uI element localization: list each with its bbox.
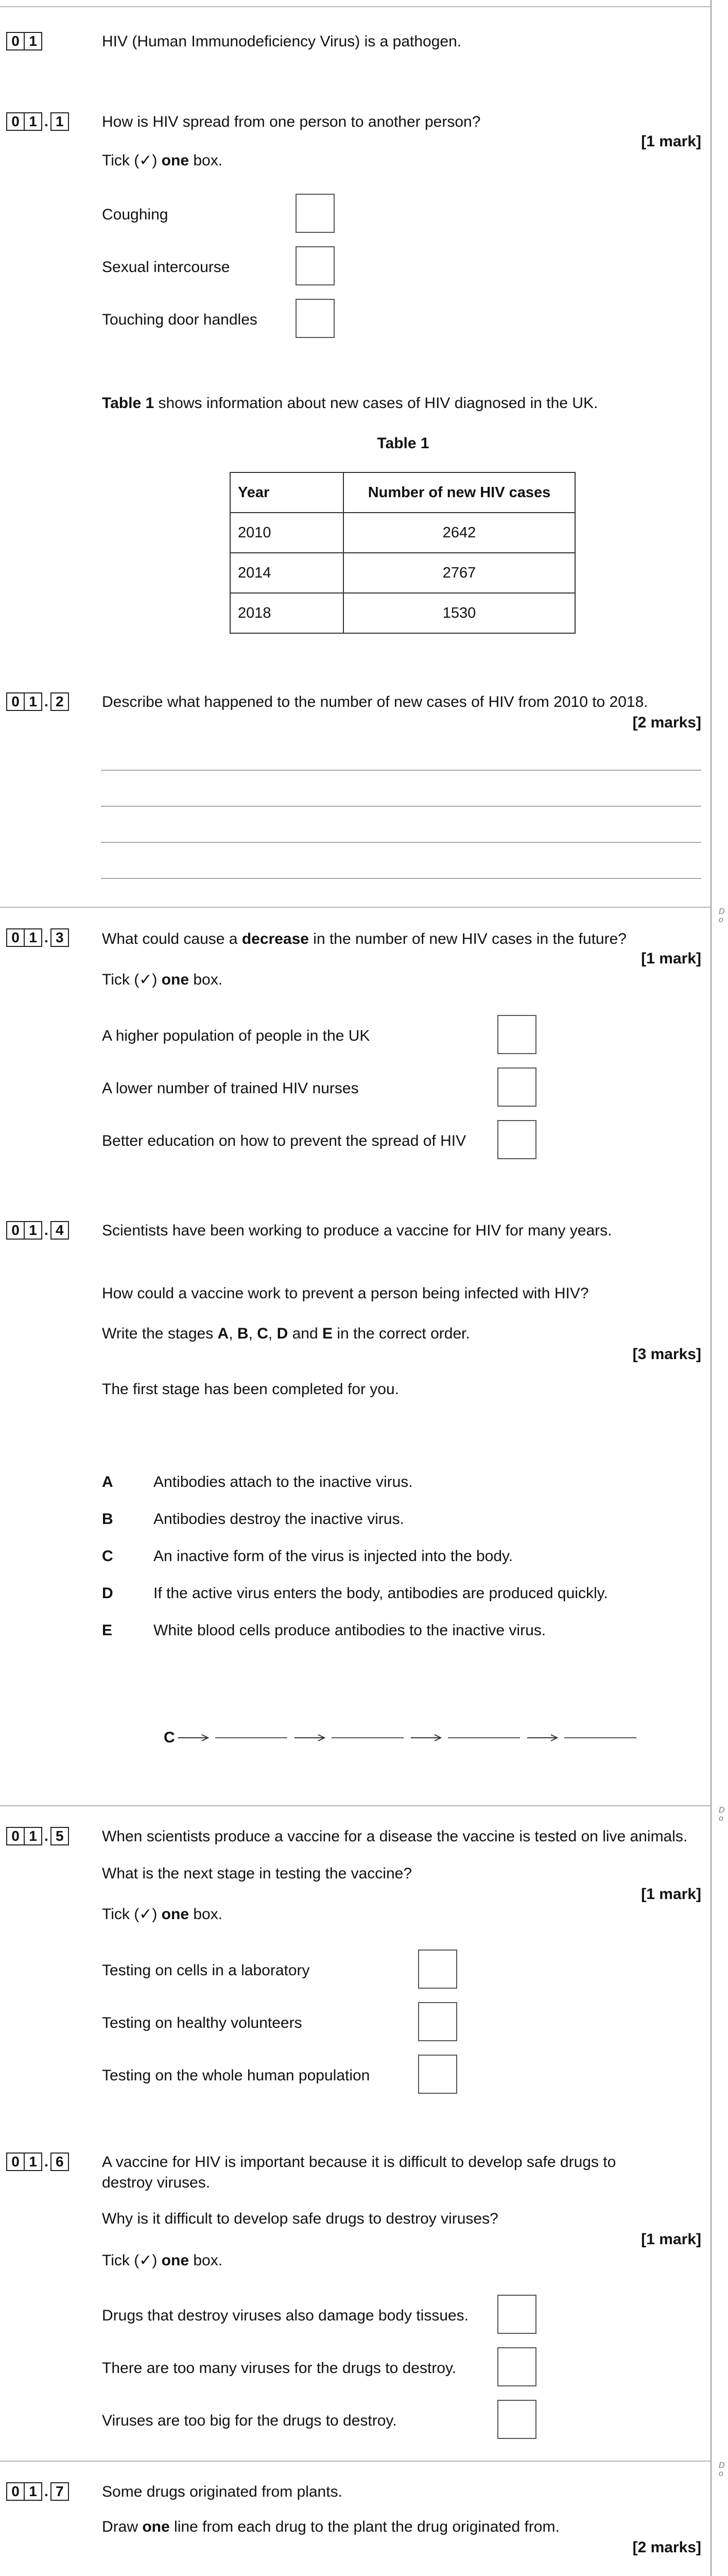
question-number: 0 1 . 5 — [6, 1827, 69, 1845]
option-label: A lower number of trained HIV nurses — [102, 1080, 359, 1097]
question-number: 0 1 . 7 — [6, 2482, 69, 2501]
stage-text: An inactive form of the virus is injected into the body. — [153, 1548, 513, 1565]
option-label: Sexual intercourse — [102, 259, 230, 276]
table-row: 2014 2767 — [230, 553, 575, 593]
option-label: Viruses are too big for the drugs to destroy. — [102, 2412, 397, 2429]
option-label: There are too many viruses for the drugs to destroy. — [102, 2360, 457, 2377]
tick-instruction: Tick (✓) one box. — [102, 2252, 223, 2269]
draw-instruction: Draw one line from each drug to the plant the drug originated from. — [102, 2518, 560, 2535]
table-row: 2010 2642 — [230, 513, 575, 553]
arrow-right-icon — [291, 1734, 327, 1742]
stage-text: Antibodies destroy the inactive virus. — [153, 1511, 404, 1528]
question-text: What is the next stage in testing the vaccine? — [102, 1865, 412, 1882]
stage-letter: E — [102, 1622, 113, 1639]
sequence-blank[interactable] — [448, 1737, 520, 1738]
table-caption: Table 1 — [377, 435, 429, 452]
table-header: Year — [230, 472, 343, 513]
question-text: Describe what happened to the number of new cases of HIV from 2010 to 2018. — [102, 693, 648, 710]
tick-instruction: Tick (✓) one box. — [102, 1906, 223, 1923]
answer-line[interactable] — [101, 770, 701, 771]
marks-label: [2 marks] — [632, 714, 701, 731]
answer-line[interactable] — [101, 842, 701, 843]
marks-label: [1 mark] — [641, 950, 701, 967]
marks-label: [1 mark] — [641, 1886, 701, 1903]
sequence-blank[interactable] — [332, 1737, 404, 1738]
page-separator — [0, 6, 710, 7]
arrow-right-icon — [524, 1734, 560, 1742]
order-instruction: Write the stages A, B, C, D and E in the correct order. — [102, 1325, 470, 1342]
right-margin-line — [710, 0, 712, 2576]
question-intro: HIV (Human Immunodeficiency Virus) is a pathogen. — [102, 33, 462, 50]
tick-box[interactable] — [497, 2347, 536, 2386]
question-intro: Scientists have been working to produce a vaccine for HIV for many years. — [102, 1222, 612, 1239]
tick-box[interactable] — [497, 1120, 536, 1159]
tick-box[interactable] — [418, 2055, 457, 2094]
arrow-right-icon — [175, 1734, 211, 1742]
sequence-start: C — [164, 1729, 175, 1746]
tick-instruction: Tick (✓) one box. — [102, 152, 223, 169]
option-label: Testing on healthy volunteers — [102, 2014, 302, 2031]
option-label: Testing on the whole human population — [102, 2067, 370, 2084]
option-label: Better education on how to prevent the spread of HIV — [102, 1132, 466, 1149]
stage-sequence — [164, 1729, 640, 1747]
tick-box[interactable] — [296, 194, 335, 233]
question-text: Why is it difficult to develop safe drugs to destroy viruses? — [102, 2210, 498, 2227]
table-row: 2018 1530 — [230, 593, 575, 633]
question-number: 0 1 . 3 — [6, 928, 69, 947]
tick-box[interactable] — [296, 246, 335, 285]
page-separator — [0, 1805, 710, 1806]
question-intro: A vaccine for HIV is important because it is difficult to develop safe drugs to — [102, 2154, 616, 2171]
arrow-right-icon — [408, 1734, 444, 1742]
hiv-cases-table — [230, 472, 576, 634]
sequence-blank[interactable] — [564, 1737, 636, 1738]
answer-line[interactable] — [101, 806, 701, 807]
question-intro: When scientists produce a vaccine for a disease the vaccine is tested on live animals. — [102, 1828, 688, 1845]
question-text: How could a vaccine work to prevent a person being infected with HIV? — [102, 1285, 589, 1302]
table-header: Number of new HIV cases — [343, 472, 575, 513]
margin-note: D o — [719, 1806, 725, 1823]
stage-letter: A — [102, 1473, 113, 1490]
option-label: Coughing — [102, 206, 168, 223]
tick-instruction: Tick (✓) one box. — [102, 971, 223, 988]
margin-note: D o — [719, 907, 725, 924]
tick-box[interactable] — [497, 2400, 536, 2439]
marks-label: [2 marks] — [632, 2539, 701, 2556]
stage-text: Antibodies attach to the inactive virus. — [153, 1473, 413, 1490]
option-label: Touching door handles — [102, 311, 257, 328]
question-number: 0 1 . 1 — [6, 112, 69, 131]
page-separator — [0, 2461, 710, 2462]
question-number: 0 1 — [6, 32, 42, 50]
question-number: 0 1 . 6 — [6, 2153, 69, 2171]
stage-text: White blood cells produce antibodies to the inactive virus. — [153, 1622, 546, 1639]
option-label: A higher population of people in the UK — [102, 1027, 370, 1044]
question-text: How is HIV spread from one person to another person? — [102, 113, 481, 130]
stage-text: If the active virus enters the body, antibodies are produced quickly. — [153, 1585, 608, 1602]
margin-note: D o — [719, 2461, 725, 2478]
stage-letter: B — [102, 1511, 113, 1528]
tick-box[interactable] — [418, 2002, 457, 2041]
question-intro: destroy viruses. — [102, 2174, 211, 2191]
stage-letter: C — [102, 1548, 113, 1565]
marks-label: [1 mark] — [641, 133, 701, 150]
tick-box[interactable] — [497, 2295, 536, 2334]
sequence-blank[interactable] — [215, 1737, 287, 1738]
tick-box[interactable] — [296, 299, 335, 338]
question-number: 0 1 . 4 — [6, 1221, 69, 1240]
tick-box[interactable] — [418, 1950, 457, 1989]
tick-box[interactable] — [497, 1015, 536, 1054]
table-intro: Table 1 shows information about new cases of HIV diagnosed in the UK. — [102, 395, 598, 412]
page-separator — [0, 907, 710, 908]
question-text: What could cause a decrease in the number of new HIV cases in the future? — [102, 930, 627, 947]
marks-label: [3 marks] — [632, 1346, 701, 1363]
stage-letter: D — [102, 1585, 113, 1602]
marks-label: [1 mark] — [641, 2231, 701, 2248]
tick-box[interactable] — [497, 1067, 536, 1107]
completed-note: The first stage has been completed for you. — [102, 1381, 399, 1398]
question-intro: Some drugs originated from plants. — [102, 2483, 342, 2500]
answer-line[interactable] — [101, 878, 701, 879]
option-label: Drugs that destroy viruses also damage body tissues. — [102, 2307, 469, 2324]
question-number: 0 1 . 2 — [6, 692, 69, 711]
option-label: Testing on cells in a laboratory — [102, 1962, 310, 1979]
